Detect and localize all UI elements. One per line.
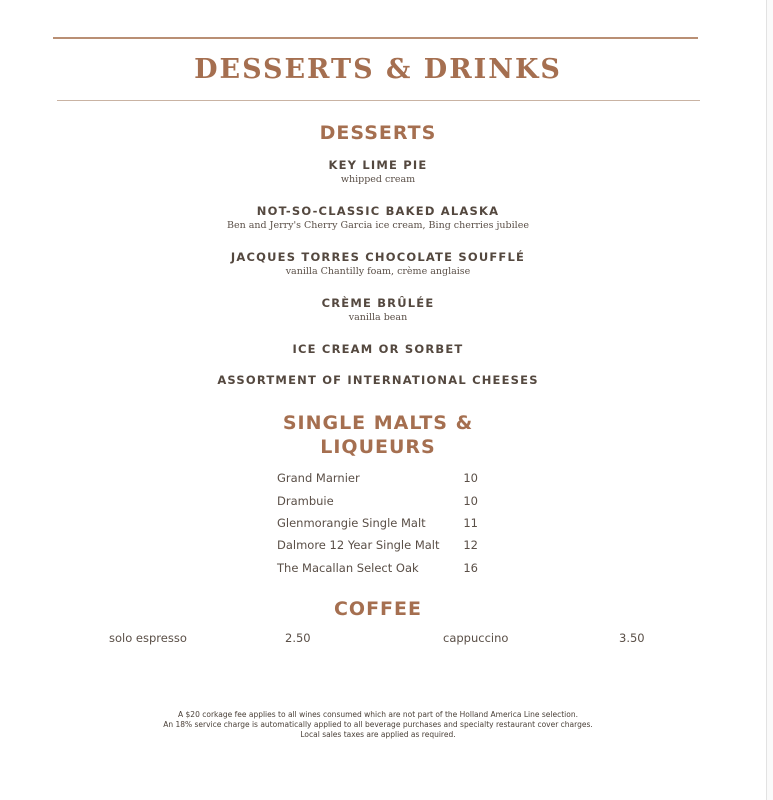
liqueur-price: 10	[463, 471, 478, 485]
footer-corkage-note: A $20 corkage fee applies to all wines consumed which are not part of the Holland America Line selection.	[178, 710, 578, 719]
dessert-item	[0, 203, 756, 232]
dessert-name: CRÈME BRÛLÉE	[321, 296, 435, 310]
liqueur-name: Glenmorangie Single Malt	[277, 516, 426, 530]
footer-tax-note: Local sales taxes are applied as required.	[300, 730, 456, 739]
liqueur-name: Drambuie	[277, 494, 334, 508]
dessert-name: ASSORTMENT OF INTERNATIONAL CHEESES	[217, 373, 539, 387]
liqueur-price: 10	[463, 494, 478, 508]
coffee-price: 3.50	[619, 631, 645, 645]
page-edge	[766, 0, 773, 800]
liqueur-row	[277, 494, 482, 512]
footer-service-charge-note: An 18% service charge is automatically applied to all beverage purchases and specialty restaurant cover charges.	[163, 720, 593, 729]
coffee-name: cappuccino	[443, 631, 509, 645]
liqueur-price: 12	[463, 538, 478, 552]
liqueur-price: 16	[463, 561, 478, 575]
liqueur-name: Grand Marnier	[277, 471, 360, 485]
dessert-name: KEY LIME PIE	[328, 158, 428, 172]
dessert-item	[0, 341, 756, 357]
dessert-description: whipped cream	[340, 174, 416, 185]
title-divider	[57, 100, 700, 101]
dessert-description: vanilla Chantilly foam, crème anglaise	[285, 266, 471, 277]
top-divider	[53, 37, 698, 39]
coffee-name: solo espresso	[109, 631, 187, 645]
dessert-item	[0, 372, 756, 388]
dessert-name: ICE CREAM OR SORBET	[292, 342, 464, 356]
dessert-name: NOT-SO-CLASSIC BAKED ALASKA	[256, 204, 500, 218]
liqueurs-heading-line2: LIQUEURS	[320, 436, 436, 458]
footer-notes	[0, 710, 756, 740]
desserts-heading: DESSERTS	[319, 122, 437, 144]
liqueur-name: The Macallan Select Oak	[277, 561, 419, 575]
dessert-item	[0, 157, 756, 186]
coffee-heading: COFFEE	[333, 598, 422, 620]
dessert-item	[0, 249, 756, 278]
liqueur-row	[277, 471, 482, 489]
page-title: DESSERTS & DRINKS	[194, 54, 562, 85]
liqueur-row	[277, 516, 482, 534]
coffee-price: 2.50	[285, 631, 311, 645]
dessert-description: Ben and Jerry's Cherry Garcia ice cream, Bing cherries jubilee	[227, 220, 529, 231]
dessert-name: JACQUES TORRES CHOCOLATE SOUFFLÉ	[230, 250, 526, 264]
liqueur-row	[277, 538, 482, 556]
dessert-item	[0, 295, 756, 324]
liqueur-row	[277, 561, 482, 579]
dessert-description: vanilla bean	[348, 312, 408, 323]
liqueur-name: Dalmore 12 Year Single Malt	[277, 538, 440, 552]
liqueur-price: 11	[463, 516, 478, 530]
liqueurs-heading-line1: SINGLE MALTS &	[282, 412, 474, 434]
